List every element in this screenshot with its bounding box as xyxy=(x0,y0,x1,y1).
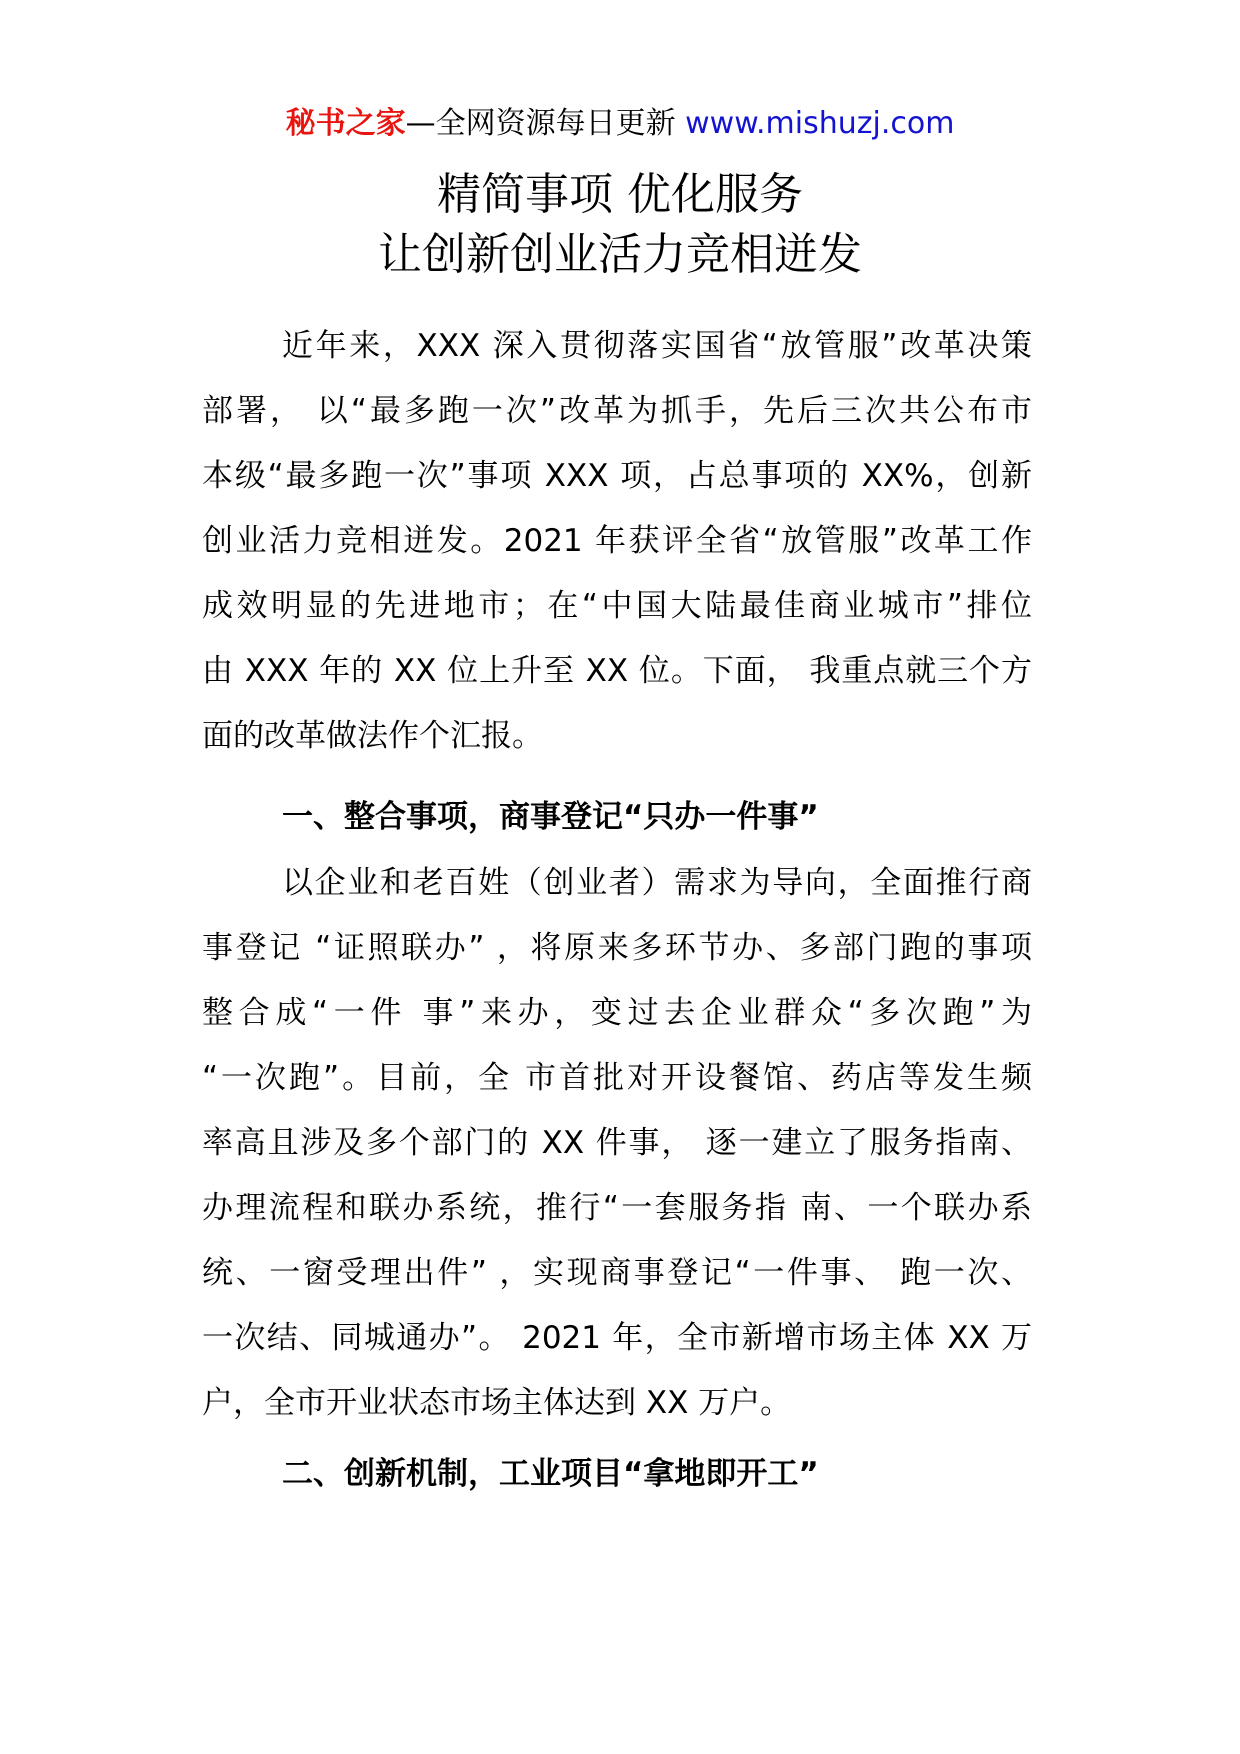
paragraph-line: 由 XXX 年的 XX 位上升至 XX 位。下面， 我重点就三个方 xyxy=(202,653,1032,689)
paragraph-intro xyxy=(202,314,1032,769)
paragraph-line: 事登记 “证照联办” ，将原来多环节办、多部门跑的事项 xyxy=(202,930,1032,966)
paragraph-line: “一次跑”。目前，全 市首批对开设餐馆、药店等发生频 xyxy=(202,1060,1032,1096)
document-title-line-2: 让创新创业活力竞相迸发 xyxy=(378,229,862,280)
paragraph-line: 整合成“一件 事”来办，变过去企业群众“多次跑”为 xyxy=(202,995,1032,1031)
paragraph-line: 统、一窗受理出件” ，实现商事登记“一件事、 跑一次、 xyxy=(202,1255,1032,1291)
header-slogan: —全网资源每日更新 xyxy=(405,106,676,141)
paragraph-line: 以企业和老百姓（创业者）需求为导向，全面推行商 xyxy=(282,865,1032,901)
paragraph-line: 成效明显的先进地市；在“中国大陆最佳商业城市”排位 xyxy=(202,588,1032,624)
paragraph-line: 近年来，XXX 深入贯彻落实国省“放管服”改革决策 xyxy=(282,328,1032,364)
site-header xyxy=(0,100,1240,148)
paragraph-section-1 xyxy=(202,851,1032,1436)
paragraph-line: 本级“最多跑一次”事项 XXX 项，占总事项的 XX%，创新 xyxy=(202,458,1032,494)
section-heading-1: 一、整合事项，商事登记“只办一件事” xyxy=(282,799,819,835)
paragraph-line: 户，全市开业状态市场主体达到 XX 万户。 xyxy=(202,1385,792,1421)
paragraph-line: 创业活力竞相迸发。2021 年获评全省“放管服”改革工作 xyxy=(202,523,1032,559)
paragraph-line: 一次结、同城通办”。 2021 年，全市新增市场主体 XX 万 xyxy=(202,1320,1032,1356)
section-heading-2: 二、创新机制，工业项目“拿地即开工” xyxy=(282,1456,819,1492)
site-url-link[interactable]: www.mishuzj.com xyxy=(685,106,955,141)
paragraph-line: 办理流程和联办系统，推行“一套服务指 南、一个联办系 xyxy=(202,1190,1032,1226)
paragraph-line: 率高且涉及多个部门的 XX 件事， 逐一建立了服务指南、 xyxy=(202,1125,1032,1161)
brand-name: 秘书之家 xyxy=(285,106,406,141)
paragraph-line: 面的改革做法作个汇报。 xyxy=(202,718,543,754)
document-title-line-1: 精简事项 优化服务 xyxy=(437,169,803,220)
paragraph-line: 部署， 以“最多跑一次”改革为抓手，先后三次共公布市 xyxy=(202,393,1032,429)
